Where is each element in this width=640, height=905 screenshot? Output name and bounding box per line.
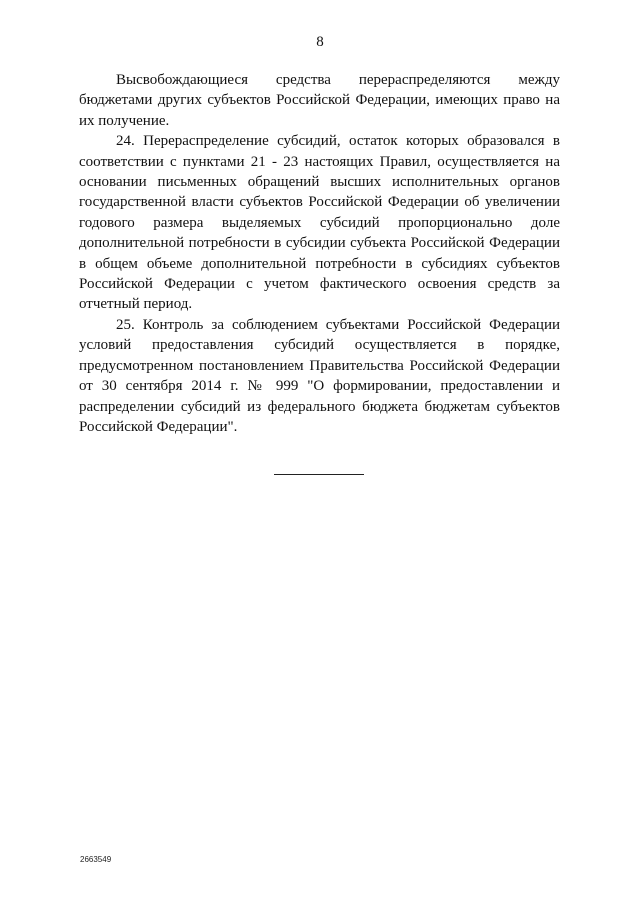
document-id: 2663549 (80, 855, 112, 864)
page-number: 8 (316, 34, 324, 50)
end-separator-line (274, 474, 364, 475)
paragraph-25: 25. Контроль за соблюдением субъектами Российской Федерации условий предоставления субсидий осуществляется в порядке, предусмотренном постановлением Правительства Российской Федерации от 30 сентября 2014 г. № 999 "О формировании, предоставлении и распределении субсидий из федерального бюджета бюджетам субъектов Российской Федерации". (79, 316, 560, 435)
paragraph-24: 24. Перераспределение субсидий, остаток которых образовался в соответствии с пунктами 21 - 23 настоящих Правил, осуществляется на основании письменных обращений высших исполнительных органов государственной власти субъектов Российской Федерации об увеличении годового размера выделяемых субсидий пропорционально доле дополнительной потребности в субсидии субъекта Российской Федерации в общем объеме дополнительной потребности в субсидиях субъектов Российской Федерации с учетом фактического освоения средств за отчетный период. (79, 133, 560, 313)
paragraph-redistribution-funds: Высвобождающиеся средства перераспределяются между бюджетами других субъектов Российской Федерации, имеющих право на их получение. (79, 72, 560, 129)
document-body (79, 70, 560, 437)
